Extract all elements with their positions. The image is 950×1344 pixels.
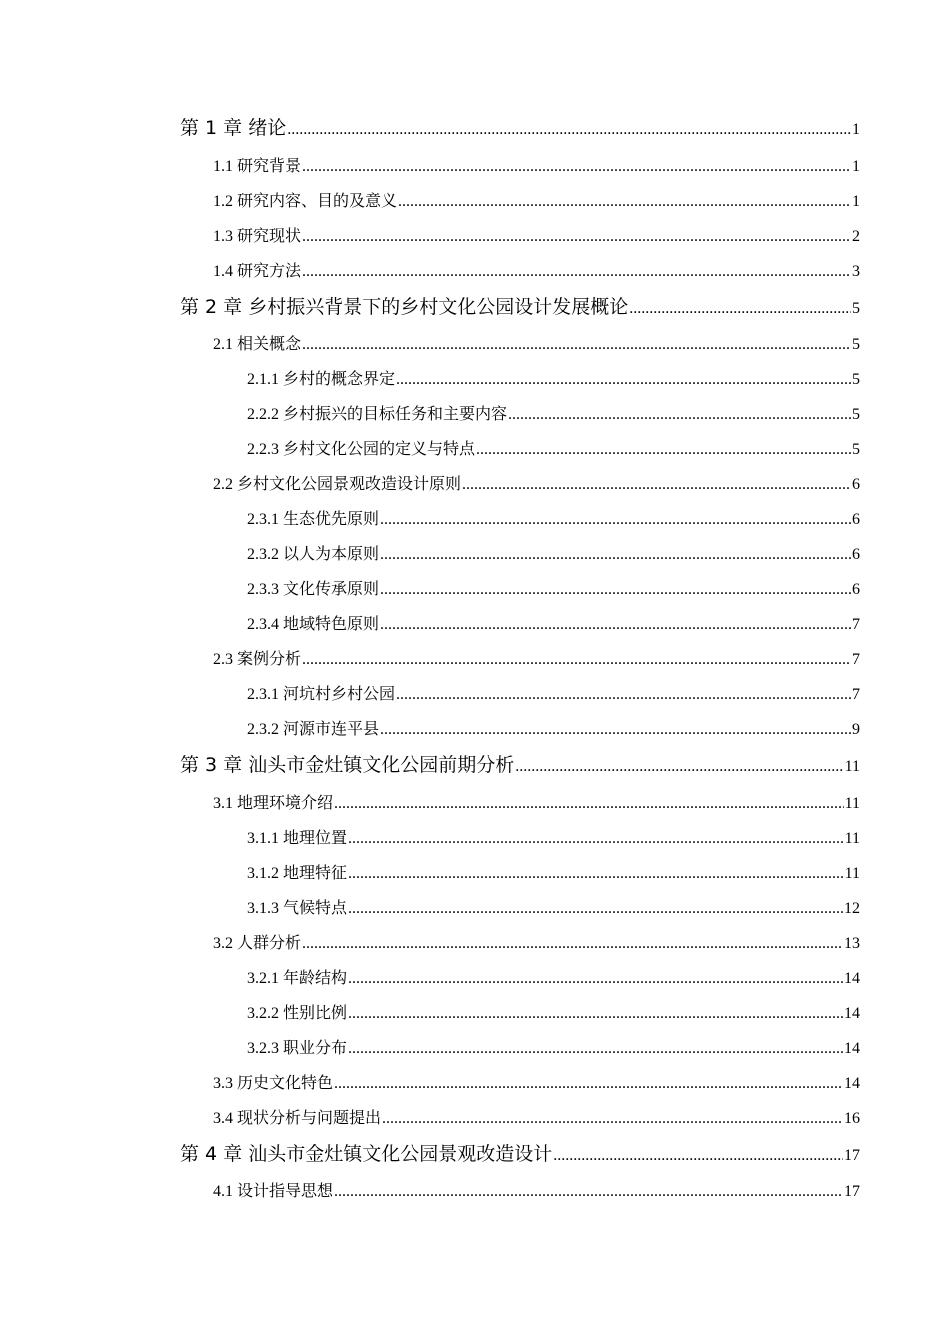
dot-leader: [553, 1141, 843, 1171]
toc-entry-title: 2.3.2 河源市连平县: [247, 721, 380, 738]
toc-entry-page-number: 11: [844, 829, 860, 847]
toc-entry-page-number: 14: [844, 1004, 860, 1022]
dot-leader: [334, 789, 844, 819]
toc-entry-page-number: 7: [852, 616, 860, 633]
toc-entry-title: 1.3 研究现状: [213, 227, 302, 245]
toc-entry-section[interactable]: [180, 187, 860, 222]
dot-leader: [476, 435, 851, 465]
toc-entry-sub[interactable]: [180, 999, 860, 1034]
toc-entry-title: 3.2.1 年龄结构: [247, 969, 348, 987]
toc-entry-sub[interactable]: [180, 400, 860, 435]
dot-leader: [348, 859, 844, 889]
toc-entry-page-number: 6: [852, 546, 860, 563]
toc-entry-title: 2.3.1 生态优先原则: [247, 511, 380, 528]
toc-entry-chapter[interactable]: [180, 113, 860, 152]
toc-entry-sub[interactable]: [180, 715, 860, 750]
toc-entry-title: 第 1 章 绪论: [180, 117, 287, 139]
dot-leader: [302, 222, 851, 252]
toc-entry-page-number: 13: [844, 934, 860, 952]
toc-entry-page-number: 11: [844, 758, 860, 775]
toc-entry-title: 2.2.3 乡村文化公园的定义与特点: [247, 441, 476, 458]
toc-entry-title: 1.1 研究背景: [213, 157, 302, 175]
toc-entry-page-number: 5: [852, 336, 860, 353]
toc-entry-sub[interactable]: [180, 540, 860, 575]
toc-entry-chapter[interactable]: [180, 1139, 860, 1178]
toc-entry-title: 4.1 设计指导思想: [213, 1183, 334, 1200]
toc-entry-title: 第 4 章 汕头市金灶镇文化公园景观改造设计: [180, 1142, 553, 1165]
toc-entry-page-number: 5: [852, 371, 860, 388]
toc-entry-title: 3.2.2 性别比例: [247, 1004, 348, 1022]
dot-leader: [382, 1104, 843, 1134]
toc-entry-section[interactable]: [180, 257, 860, 292]
toc-entry-page-number: 12: [844, 899, 860, 917]
toc-entry-title: 3.3 历史文化特色: [213, 1074, 334, 1092]
toc-entry-page-number: 14: [844, 969, 860, 987]
toc-entry-title: 第 3 章 汕头市金灶镇文化公园前期分析: [180, 754, 515, 776]
toc-entry-sub[interactable]: [180, 894, 860, 929]
toc-entry-section[interactable]: [180, 929, 860, 964]
toc-entry-title: 2.2.2 乡村振兴的目标任务和主要内容: [247, 406, 508, 423]
dot-leader: [348, 824, 844, 854]
toc-entry-section[interactable]: [180, 152, 860, 187]
dot-leader: [380, 505, 851, 535]
toc-entry-chapter[interactable]: [180, 292, 860, 331]
toc-entry-page-number: 16: [844, 1109, 860, 1127]
toc-entry-section[interactable]: [180, 1069, 860, 1104]
toc-entry-page-number: 6: [852, 476, 860, 493]
toc-entry-page-number: 3: [852, 262, 860, 280]
toc-entry-page-number: 1: [852, 192, 860, 210]
toc-entry-page-number: 5: [852, 406, 860, 423]
toc-entry-title: 2.3.3 文化传承原则: [247, 581, 380, 598]
dot-leader: [348, 894, 843, 924]
toc-entry-page-number: 7: [852, 686, 860, 703]
toc-entry-chapter[interactable]: [180, 750, 860, 789]
toc-entry-title: 2.3.1 河坑村乡村公园: [247, 686, 396, 703]
toc-entry-title: 3.1.1 地理位置: [247, 829, 348, 847]
toc-entry-title: 1.2 研究内容、目的及意义: [213, 192, 398, 210]
toc-entry-title: 第 2 章 乡村振兴背景下的乡村文化公园设计发展概论: [180, 295, 629, 318]
toc-entry-page-number: 5: [852, 299, 860, 317]
toc-entry-page-number: 1: [852, 121, 860, 138]
toc-entry-title: 2.1.1 乡村的概念界定: [247, 371, 396, 388]
toc-entry-page-number: 14: [844, 1039, 860, 1057]
toc-entry-page-number: 2: [852, 227, 860, 245]
dot-leader: [302, 257, 851, 287]
toc-entry-sub[interactable]: [180, 964, 860, 999]
toc-entry-title: 2.2 乡村文化公园景观改造设计原则: [213, 476, 462, 493]
toc-entry-page-number: 9: [852, 721, 860, 738]
toc-entry-title: 3.2.3 职业分布: [247, 1039, 348, 1057]
toc-entry-sub[interactable]: [180, 859, 860, 894]
toc-entry-title: 3.4 现状分析与问题提出: [213, 1109, 382, 1127]
dot-leader: [380, 575, 851, 605]
dot-leader: [302, 645, 851, 675]
toc-entry-sub[interactable]: [180, 505, 860, 540]
toc-entry-title: 3.1.3 气候特点: [247, 899, 348, 917]
toc-entry-title: 3.1.2 地理特征: [247, 864, 348, 882]
dot-leader: [348, 999, 843, 1029]
toc-entry-title: 2.3 案例分析: [213, 651, 302, 668]
toc-entry-section[interactable]: [180, 645, 860, 680]
toc-entry-sub[interactable]: [180, 575, 860, 610]
toc-entry-title: 2.3.4 地域特色原则: [247, 616, 380, 633]
dot-leader: [398, 187, 851, 217]
toc-entry-section[interactable]: [180, 789, 860, 824]
dot-leader: [380, 610, 851, 640]
toc-entry-page-number: 11: [844, 794, 860, 812]
dot-leader: [302, 929, 843, 959]
dot-leader: [380, 540, 851, 570]
toc-entry-sub[interactable]: [180, 610, 860, 645]
toc-entry-section[interactable]: [180, 1177, 860, 1212]
toc-entry-page-number: 6: [852, 581, 860, 598]
toc-entry-title: 2.3.2 以人为本原则: [247, 546, 380, 563]
dot-leader: [287, 115, 851, 145]
dot-leader: [302, 330, 851, 360]
toc-entry-sub[interactable]: [180, 435, 860, 470]
toc-entry-page-number: 5: [852, 441, 860, 458]
dot-leader: [302, 152, 851, 182]
toc-entry-title: 3.1 地理环境介绍: [213, 794, 334, 812]
toc-entry-page-number: 11: [844, 864, 860, 882]
toc-entry-section[interactable]: [180, 330, 860, 365]
dot-leader: [348, 1034, 843, 1064]
dot-leader: [396, 680, 851, 710]
toc-entry-page-number: 17: [844, 1183, 860, 1200]
toc-entry-title: 3.2 人群分析: [213, 934, 302, 952]
toc-entry-section[interactable]: [180, 222, 860, 257]
toc-entry-title: 1.4 研究方法: [213, 262, 302, 280]
toc-entry-sub[interactable]: [180, 824, 860, 859]
dot-leader: [334, 1069, 843, 1099]
dot-leader: [396, 365, 851, 395]
toc-entry-title: 2.1 相关概念: [213, 336, 302, 353]
toc-entry-page-number: 1: [852, 157, 860, 175]
dot-leader: [508, 400, 851, 430]
dot-leader: [462, 470, 851, 500]
toc-entry-page-number: 17: [844, 1146, 860, 1164]
table-of-contents: [180, 113, 860, 1212]
toc-entry-page-number: 6: [852, 511, 860, 528]
dot-leader: [334, 1177, 843, 1207]
dot-leader: [348, 964, 843, 994]
toc-entry-section[interactable]: [180, 1104, 860, 1139]
toc-entry-sub[interactable]: [180, 365, 860, 400]
dot-leader: [629, 294, 851, 324]
toc-entry-page-number: 14: [844, 1074, 860, 1092]
toc-entry-sub[interactable]: [180, 1034, 860, 1069]
toc-entry-page-number: 7: [852, 651, 860, 668]
toc-entry-sub[interactable]: [180, 680, 860, 715]
dot-leader: [515, 752, 843, 782]
dot-leader: [380, 715, 851, 745]
toc-entry-section[interactable]: [180, 470, 860, 505]
